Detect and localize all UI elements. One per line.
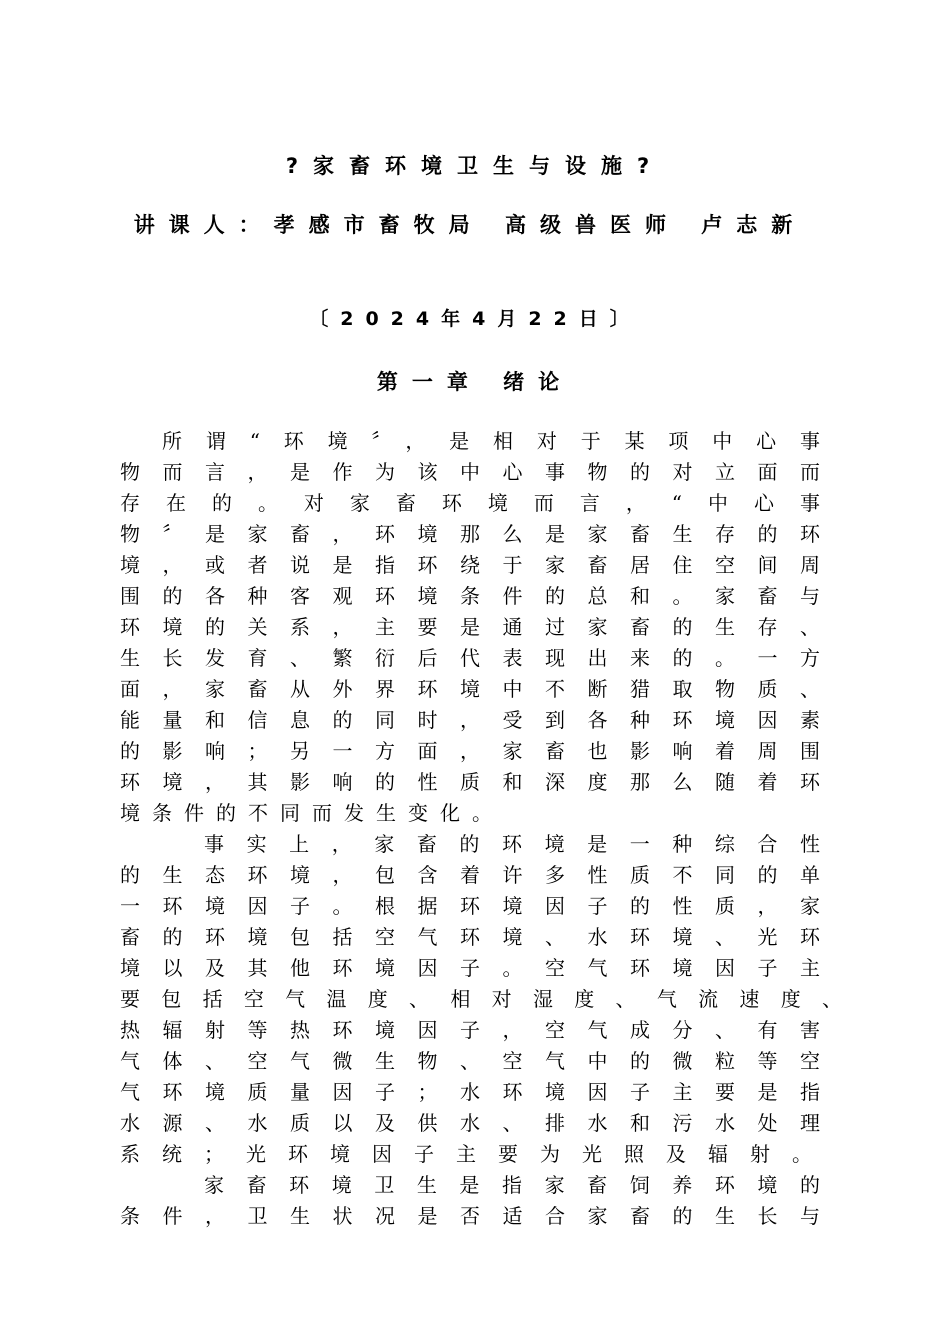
text-line: 物〞是家畜，环境那么是家畜生存的环 [120, 522, 820, 546]
text-line: 热辐射等热环境因子，空气成分、有害 [120, 1018, 820, 1042]
text-line: 要包括空气温度、相对湿度、气流速度、 [120, 987, 842, 1011]
document-title: ?家畜环境卫生与设施? [285, 154, 665, 178]
text-line: 的影响；另一方面，家畜也影响着周围 [120, 739, 820, 763]
text-line: 事实上，家畜的环境是一种综合性 [204, 832, 820, 856]
text-line: 环境的关系，主要是通过家畜的生存、 [120, 615, 820, 639]
text-line: 所谓“环境〞，是相对于某项中心事 [162, 429, 820, 453]
text-line: 环境，其影响的性质和深度那么随着环 [120, 770, 820, 794]
text-line: 水源、水质以及供水、排水和污水处理 [120, 1111, 820, 1135]
lecture-date: 〔2024年4月22日〕 [309, 308, 641, 330]
text-line: 气体、空气微生物、空气中的微粒等空 [120, 1049, 820, 1073]
paragraph-1 [120, 426, 820, 829]
text-line: 系统；光环境因子主要为光照及辐射。 [120, 1142, 834, 1166]
lecturer-line: 讲课人：孝感市畜牧局 高级兽医师 卢志新 [133, 213, 807, 237]
text-line: 境，或者说是指环绕于家畜居住空间周 [120, 553, 820, 577]
text-line: 条件，卫生状况是否适合家畜的生长与 [120, 1204, 820, 1228]
text-line: 境以及其他环境因子。空气环境因子主 [120, 956, 820, 980]
text-line: 境条件的不同而发生变化。 [120, 801, 504, 825]
paragraph-2 [120, 829, 842, 1170]
text-line: 面，家畜从外界环境中不断猎取物质、 [120, 677, 820, 701]
text-line: 的生态环境，包含着许多性质不同的单 [120, 863, 820, 887]
text-line: 围的各种客观环境条件的总和。家畜与 [120, 584, 820, 608]
chapter-heading: 第一章 绪论 [376, 370, 574, 394]
text-line: 物而言，是作为该中心事物的对立面而 [120, 460, 820, 484]
text-line: 气环境质量因子；水环境因子主要是指 [120, 1080, 820, 1104]
text-line: 存在的。对家畜环境而言，“中心事 [120, 491, 820, 515]
text-line: 一环境因子。根据环境因子的性质，家 [120, 894, 820, 918]
text-line: 生长发育、繁衍后代表现出来的。一方 [120, 646, 820, 670]
body-text [120, 426, 842, 1232]
paragraph-3 [120, 1170, 820, 1232]
text-line: 能量和信息的同时，受到各种环境因素 [120, 708, 820, 732]
text-line: 家畜环境卫生是指家畜饲养环境的 [204, 1173, 820, 1197]
text-line: 畜的环境包括空气环境、水环境、光环 [120, 925, 820, 949]
